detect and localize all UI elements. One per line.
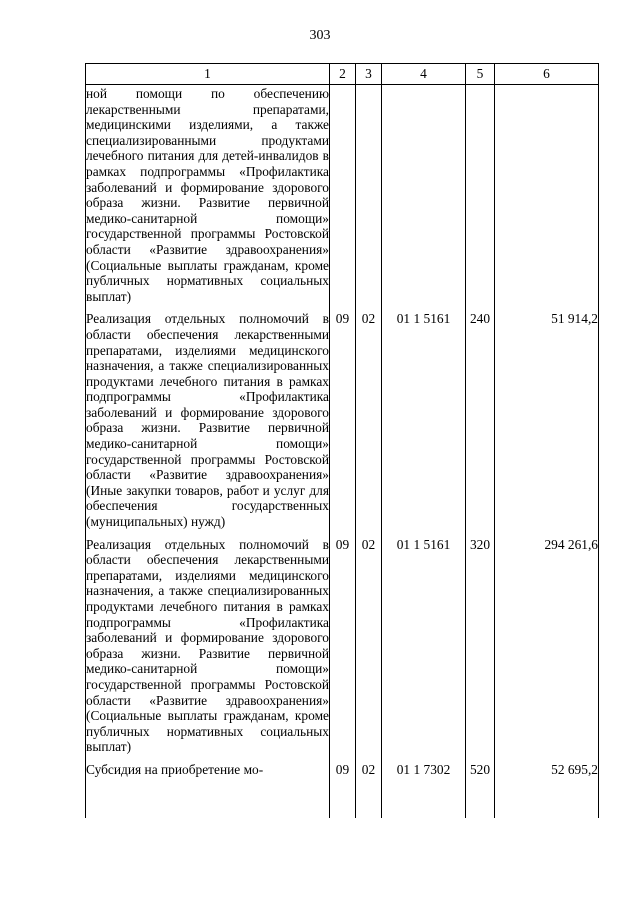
row-expense-type: 320 [466,537,495,762]
row-target-article: 01 1 7302 [382,762,466,818]
row-subsection-code: 02 [356,762,382,818]
header-col-6: 6 [495,64,599,85]
row-description: Субсидия на приобретение мо- [86,762,330,818]
header-col-5: 5 [466,64,495,85]
row-subsection-code: 02 [356,537,382,762]
budget-table [85,63,599,818]
row-target-article [382,85,466,312]
table-row [86,311,599,536]
header-col-1: 1 [86,64,330,85]
page-number: 303 [309,28,331,43]
row-subsection-code [356,85,382,312]
row-amount: 294 261,6 [495,537,599,762]
row-amount: 52 695,2 [495,762,599,818]
row-section-code: 09 [330,762,356,818]
row-section-code [330,85,356,312]
row-section-code: 09 [330,537,356,762]
row-target-article: 01 1 5161 [382,311,466,536]
table-row [86,762,599,818]
header-col-2: 2 [330,64,356,85]
header-col-4: 4 [382,64,466,85]
table-row [86,537,599,762]
header-col-3: 3 [356,64,382,85]
row-description: Реализация отдельных полномочий в области обеспечения лекарственными препаратами, изделиями медицинского назначения, а также специализированных продуктами лечебного питания в рамках подпрограммы «Профилактика заболеваний и формирование здорового образа жизни. Развитие первичной медико-санитарной помощи» государственной программы Ростовской области «Развитие здравоохранения» (Иные закупки товаров, работ и услуг для обеспечения государственных (муниципальных) нужд) [86,311,330,536]
row-amount [495,85,599,312]
row-expense-type: 520 [466,762,495,818]
row-amount: 51 914,2 [495,311,599,536]
row-section-code: 09 [330,311,356,536]
row-description: Реализация отдельных полномочий в области обеспечения лекарственными препаратами, изделиями медицинского назначения, а также специализированных продуктами лечебного питания в рамках подпрограммы «Профилактика заболеваний и формирование здорового образа жизни. Развитие первичной медико-санитарной помощи» государственной программы Ростовской области «Развитие здравоохранения» (Социальные выплаты гражданам, кроме публичных нормативных социальных выплат) [86,537,330,762]
row-expense-type: 240 [466,311,495,536]
row-description: ной помощи по обеспечению лекарственными препаратами, медицинскими изделиями, а также специализированными продуктами лечебного питания для детей-инвалидов в рамках подпрограммы «Профилактика заболеваний и формирование здорового образа жизни. Развитие первичной медико-санитарной помощи» государственной программы Ростовской области «Развитие здравоохранения» (Социальные выплаты гражданам, кроме публичных нормативных социальных выплат) [86,85,330,312]
row-expense-type [466,85,495,312]
row-subsection-code: 02 [356,311,382,536]
table-header-row [86,64,599,85]
row-target-article: 01 1 5161 [382,537,466,762]
table-row [86,85,599,312]
